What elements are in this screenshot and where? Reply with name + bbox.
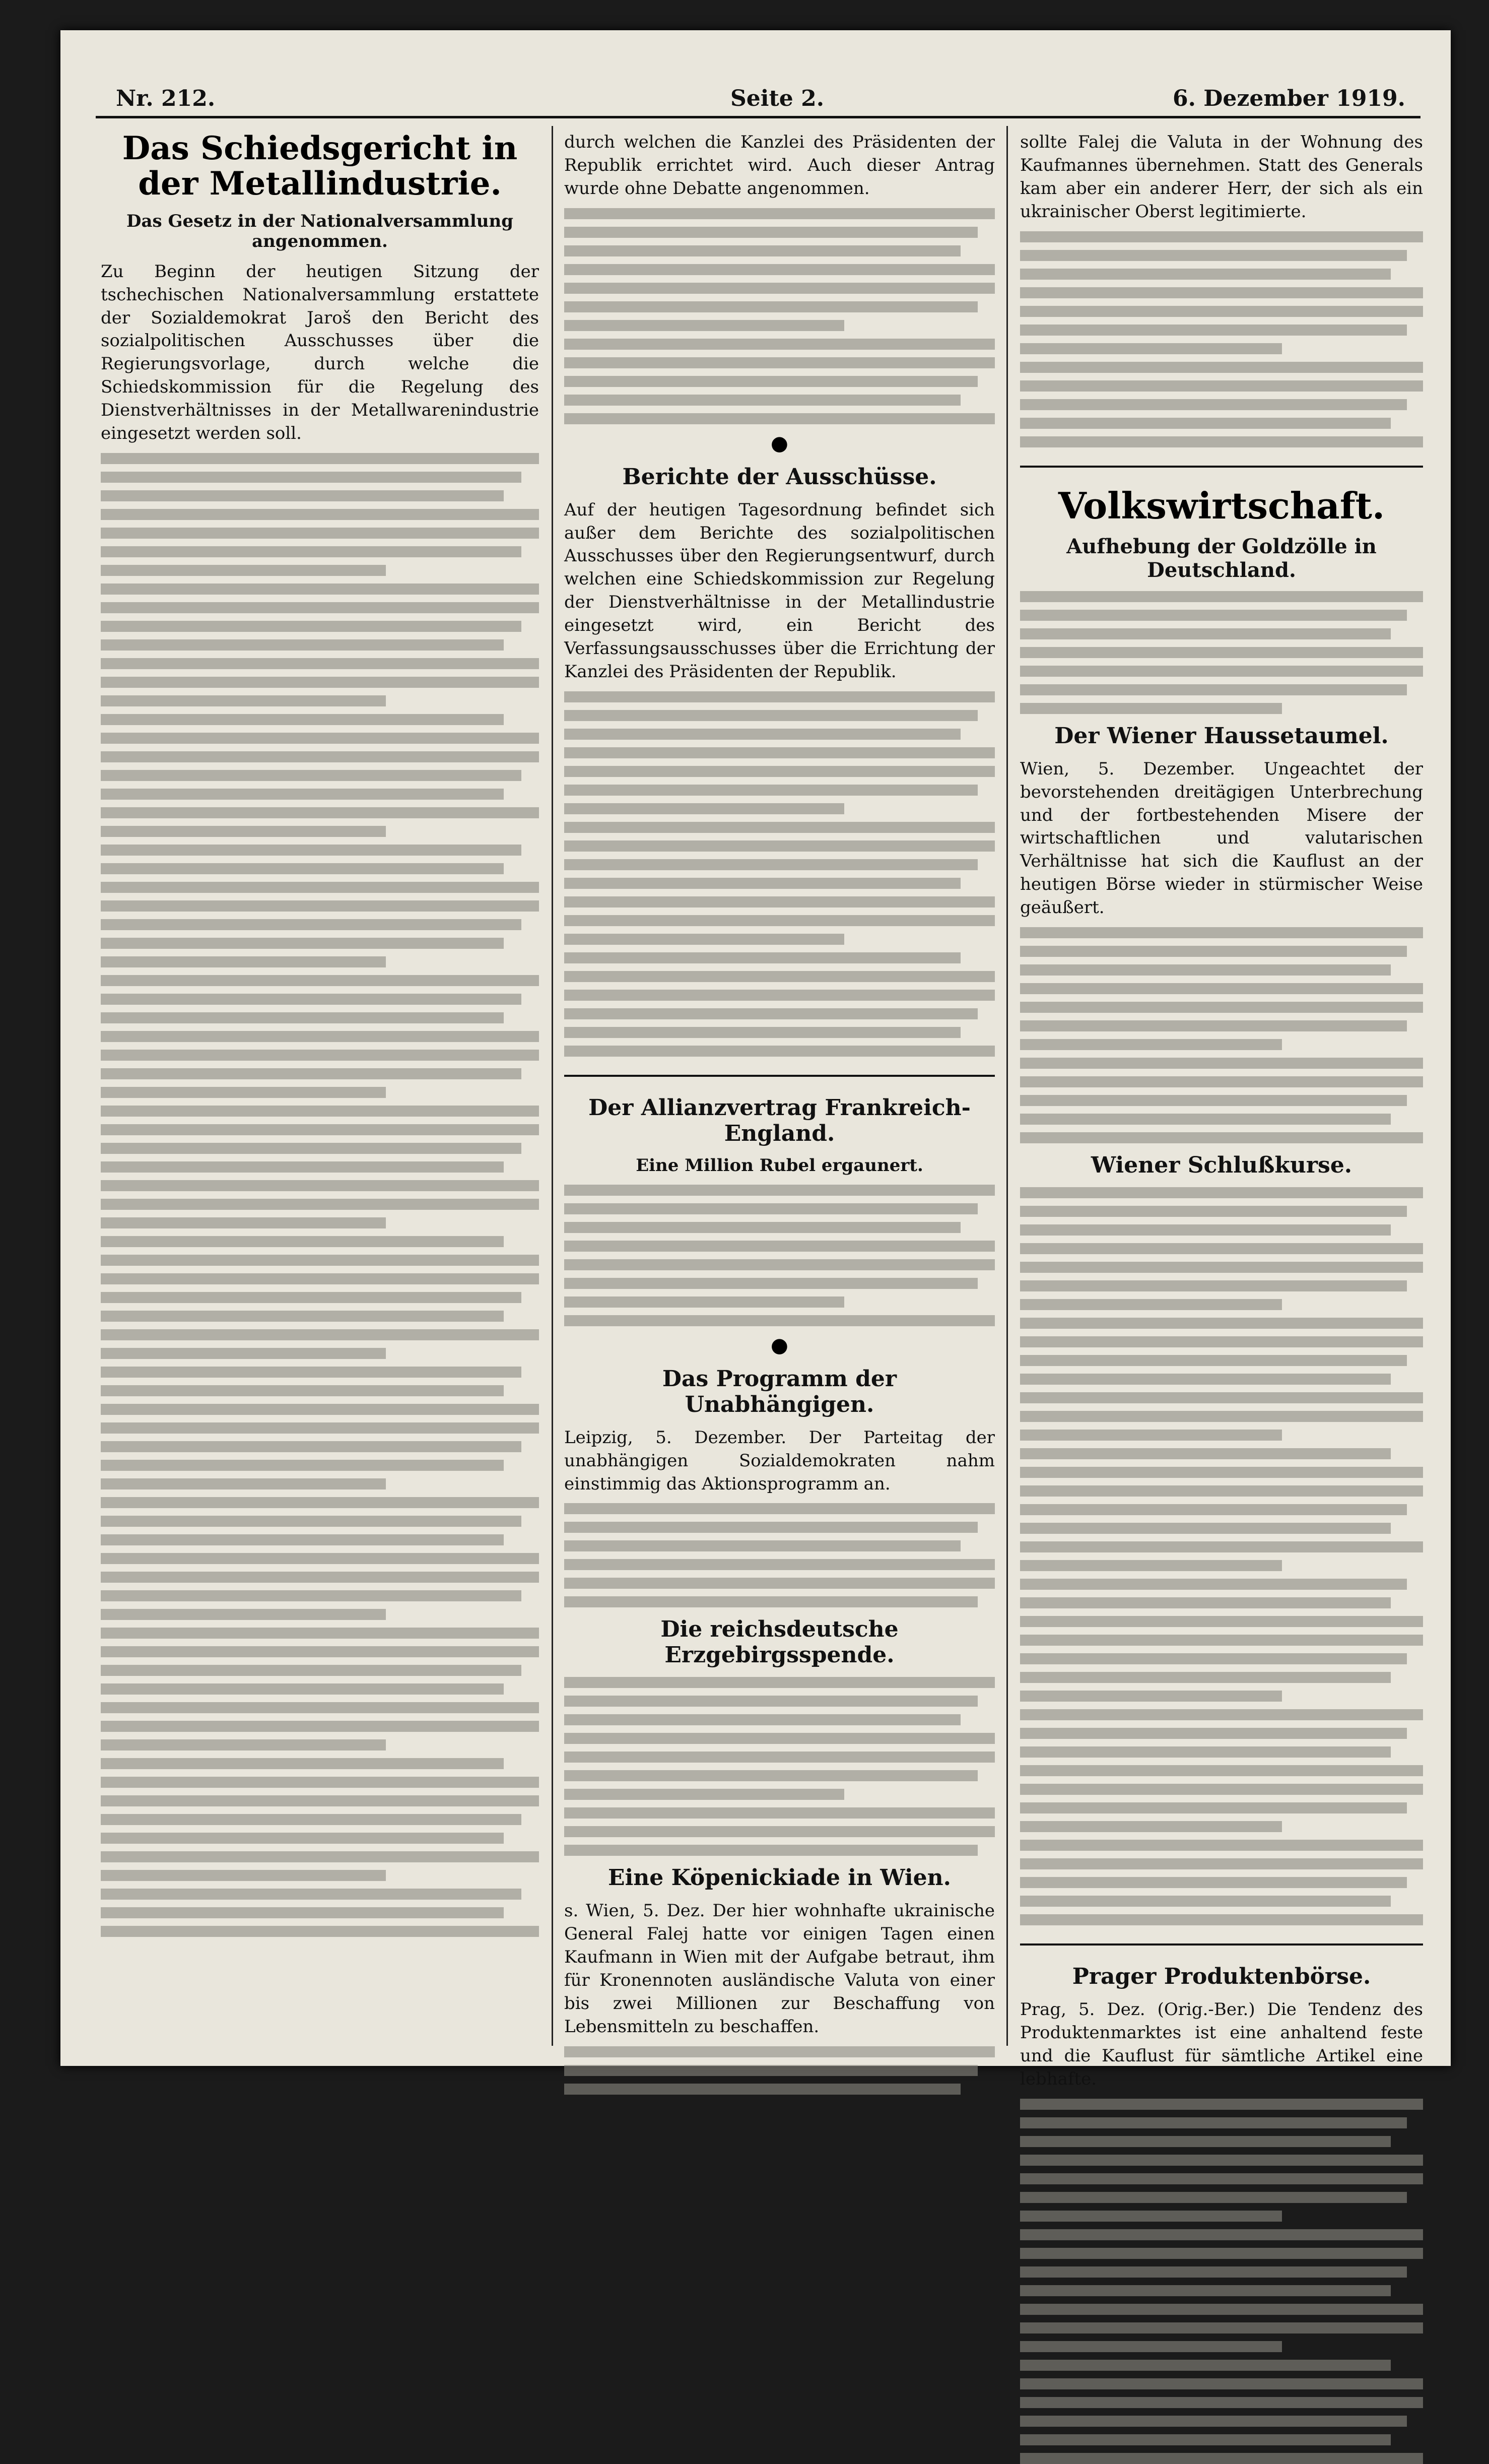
section-title: Eine Köpenickiade in Wien. [608, 1865, 951, 1891]
section-rule [1020, 1943, 1423, 1946]
article-continued: sollte Falej die Valuta in der Wohnung des Kaufmannes übernehmen. Statt des Generals kam aber ein anderer Herr, der sich als ein ukrainischer Oberst legitimierte. [1020, 132, 1423, 222]
article-text [1020, 591, 1423, 714]
section-title: Das Programm der Unabhängigen. [662, 1366, 897, 1417]
article-lead: Zu Beginn der heutigen Sitzung der tschechischen Nationalversammlung erstattete der Sozialdemokrat Jaroš den Bericht des sozialpolitischen Ausschusses über die Regierungsvorlage, durch welche die Schiedskommission für die Regelung des Dienstverhältnisses in der Metallwarenindustrie eingesetzt werden soll. [101, 261, 539, 444]
section-title: Wiener Schlußkurse. [1091, 1152, 1352, 1178]
headline: Das Schiedsgericht in der Metallindustrie. [122, 129, 518, 203]
section-title: Der Wiener Haussetaumel. [1054, 723, 1389, 749]
column-3 [1020, 131, 1423, 2089]
section-rule [1020, 466, 1423, 468]
section-title: Prager Produktenbörse. [1072, 1963, 1371, 1989]
article-text [1020, 231, 1423, 447]
section-lead: Leipzig, 5. Dezember. Der Parteitag der unabhängigen Sozialdemokraten nahm einstimmig das Aktionsprogramm an. [564, 1427, 995, 1494]
section-subtitle: Aufhebung der Goldzölle in Deutschland. [1066, 534, 1377, 582]
subheadline: Das Gesetz in der Nationalversammlung angenommen. [126, 211, 514, 251]
issue-date: 6. Dezember 1919. [1173, 86, 1405, 111]
section-title: Der Allianzvertrag Frankreich-England. [588, 1094, 971, 1146]
column-1 [101, 131, 539, 2046]
section-rule [564, 1075, 995, 1077]
article-text [564, 208, 995, 424]
section-lead: s. Wien, 5. Dez. Der hier wohnhafte ukrainische General Falej hatte vor einigen Tagen einen Kaufmann in Wien mit der Aufgabe betraut, ihm für Kronennoten ausländische Valuta von einer bis zwei Millionen zur Beschaffung von Lebensmitteln zu beschaffen. [564, 1901, 995, 2037]
column-2 [564, 131, 995, 2046]
separator-dot: ● [771, 1333, 788, 1357]
issue-number: Nr. 212. [116, 86, 216, 111]
article-continued: durch welchen die Kanzlei des Präsidenten der Republik errichtet wird. Auch dieser Antrag wurde ohne Debatte angenommen. [564, 132, 995, 199]
section-title: Volkswirtschaft. [1058, 484, 1385, 527]
quotes-table [1020, 1187, 1423, 1925]
article-text [564, 1185, 995, 1326]
article-text [1020, 2099, 1423, 2464]
section-title: Die reichsdeutsche Erzgebirgsspende. [660, 1616, 899, 1668]
section-lead: Auf der heutigen Tagesordnung befindet sich außer dem Berichte des sozialpolitischen Ausschusses über den Regierungsentwurf, durch welchen eine Schiedskommission zur Regelung der Dienstverhältnisse in der Metallindustrie eingesetzt wird, ein Bericht des Verfassungsausschusses über die Errichtung der Kanzlei des Präsidenten der Republik. [564, 499, 995, 682]
header-rule [96, 116, 1420, 118]
section-lead: Wien, 5. Dezember. Ungeachtet der bevorstehenden dreitägigen Unterbrechung und der fortbestehenden Misere der wirtschaftlichen und valutarischen Verhältnisse hat sich die Kauflust an der heutigen Börse wieder in stürmischer Weise geäußert. [1020, 758, 1423, 918]
article-text [564, 2046, 995, 2095]
separator-dot: ● [771, 431, 788, 455]
section-subtitle: Eine Million Rubel ergaunert. [636, 1155, 923, 1176]
article-text [564, 1503, 995, 1607]
article-text [564, 691, 995, 1057]
article-text [1020, 927, 1423, 1143]
section-title: Berichte der Ausschüsse. [622, 464, 937, 490]
page-label: Seite 2. [730, 86, 825, 111]
column-rule [1006, 126, 1008, 2046]
section-lead: Prag, 5. Dez. (Orig.-Ber.) Die Tendenz des Produktenmarktes ist eine anhaltend feste und die Kauflust für sämtliche Artikel eine lebhafte. [1020, 1999, 1423, 2089]
newspaper-page [60, 30, 1451, 2089]
article-text [564, 1677, 995, 1856]
article-text [101, 453, 539, 1937]
column-rule [552, 126, 553, 2046]
